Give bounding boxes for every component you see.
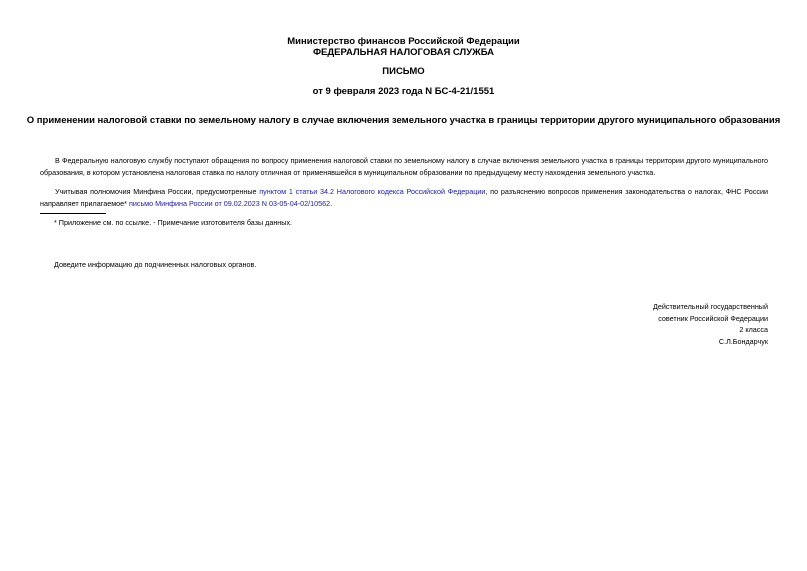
paragraph-2-text-before: Учитывая полномочия Минфина России, предусмотренные [55,187,260,196]
signature-title-line-1: Действительный государственный [653,302,768,311]
paragraph-2-text-after: . [330,198,333,208]
footnote-text: * Приложение см. по ссылке. - Примечание изготовителя базы данных. [54,218,293,227]
signature-title-line-2: советник Российской Федерации [658,313,768,323]
tax-code-article-link[interactable]: пунктом 1 статьи 34.2 Налогового кодекса Российской Федерации [259,187,486,196]
footnote-separator [40,213,106,214]
ministry-title: Министерство финансов Российской Федерации [287,36,520,47]
signature-title-line-3: 2 класса [739,325,768,334]
minfin-letter-link[interactable]: письмо Минфина России от 09.02.2023 N 03-05-04-02/10562 [128,198,331,208]
body-paragraph-3: Доведите информацию до подчиненных налоговых органов. [54,260,257,269]
signature-block [653,301,768,347]
signatory-name: С.Л.Бондарчук [718,336,768,346]
paragraph-2-text-middle: , по разъяснению вопросов применения законодательства о налогах, ФНС России направляет прилагаемое* [40,187,768,208]
document-subject: О применении налоговой ставки по земельному налогу в случае включения земельного участка в границы территории другого муниципального образования [26,115,781,126]
document-date-number: от 9 февраля 2023 года N БС-4-21/1551 [312,86,495,97]
body-paragraph-1: В Федеральную налоговую службу поступают обращения по вопросу применения налоговой ставки по земельному налогу в случае включения земельного участка в границы территории другого муниципального образования, в котором установлена налоговая ставка по налогу отличная от применявшейся в муниципальном образовании по предыдущему месту нахождения земельного участка. [40,156,768,177]
document-type: ПИСЬМО [382,66,425,77]
body-paragraph-2 [40,186,768,209]
service-title: ФЕДЕРАЛЬНАЯ НАЛОГОВАЯ СЛУЖБА [312,47,495,58]
